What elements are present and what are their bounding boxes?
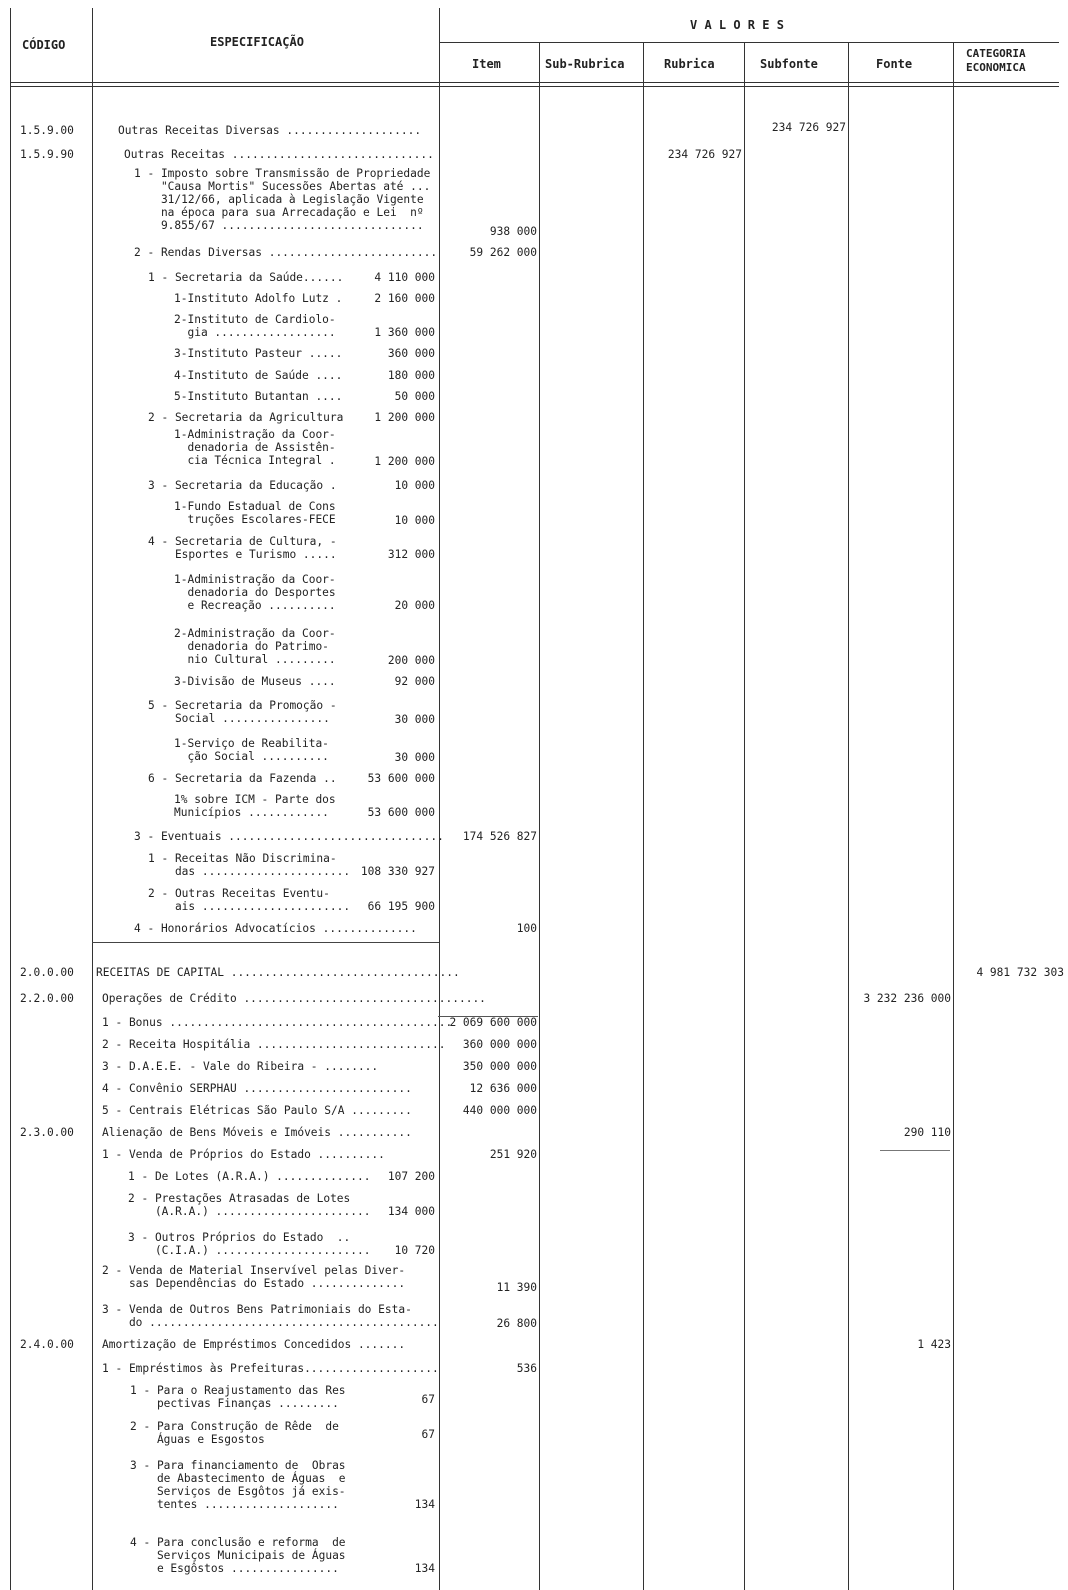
fonte-value: 3 232 236 000	[863, 992, 951, 1005]
header-codigo: CÓDIGO	[22, 38, 66, 52]
sub-amount: 10 720	[394, 1244, 435, 1257]
column-rule-subfonte	[848, 42, 849, 1590]
row-text: 1-Administração da Coor- denadoria do Desportes e Recreação ..........	[174, 573, 336, 612]
item-value: 440 000 000	[462, 1104, 537, 1117]
rubrica-value: 234 726 927	[667, 148, 742, 161]
amount-rule	[438, 1016, 538, 1017]
column-rule-item	[539, 42, 540, 1590]
row-code: 1.5.9.00	[20, 124, 74, 137]
column-rule-left	[10, 8, 11, 1590]
sub-amount: 360 000	[387, 347, 435, 360]
header-economica: ECONOMICA	[966, 61, 1026, 74]
sub-amount: 53 600 000	[367, 806, 435, 819]
header-categoria: CATEGORIA	[966, 47, 1026, 60]
header-rule-bottom-1	[10, 82, 1059, 83]
row-text: 1% sobre ICM - Parte dos Municípios ............	[174, 793, 336, 819]
sub-amount: 50 000	[394, 390, 435, 403]
header-subfonte: Subfonte	[760, 57, 818, 71]
row-text: 3-Divisão de Museus ....	[174, 675, 336, 688]
column-rule-rubrica	[744, 42, 745, 1590]
header-rule-bottom-2	[10, 86, 1059, 87]
header-valores: V A L O R E S	[690, 18, 784, 32]
sub-amount: 67	[421, 1393, 435, 1406]
sub-amount: 312 000	[387, 548, 435, 561]
subfonte-value: 234 726 927	[771, 121, 846, 134]
row-text: Amortização de Empréstimos Concedidos .......	[102, 1338, 406, 1351]
item-value: 12 636 000	[469, 1082, 537, 1095]
sub-amount: 108 330 927	[360, 865, 435, 878]
row-text: 1 - Venda de Próprios do Estado ..........	[102, 1148, 385, 1161]
row-text: 2 - Outras Receitas Eventu- ais ......................	[148, 887, 351, 913]
row-text: 1 - Secretaria da Saúde......	[148, 271, 344, 284]
row-code: 2.3.0.00	[20, 1126, 74, 1139]
sub-amount: 66 195 900	[367, 900, 435, 913]
row-text: 2 - Receita Hospitália ............................	[102, 1038, 446, 1051]
sub-amount: 134 000	[387, 1205, 435, 1218]
header-sub-rubrica: Sub-Rubrica	[545, 57, 625, 71]
row-text: 2-Instituto de Cardiolo- gia ..................	[174, 313, 336, 339]
column-rule-fonte	[953, 42, 954, 1590]
row-text: 4-Instituto de Saúde ....	[174, 369, 343, 382]
sub-amount: 30 000	[394, 713, 435, 726]
row-text: Outras Receitas ..............................	[124, 148, 434, 161]
item-value: 360 000 000	[462, 1038, 537, 1051]
row-text: 1-Administração da Coor- denadoria de Assistên- cia Técnica Integral .	[174, 428, 336, 467]
row-text: Operações de Crédito ....................................	[102, 992, 486, 1005]
sub-amount: 92 000	[394, 675, 435, 688]
row-text: 1 - Receitas Não Discrimina- das ......................	[148, 852, 351, 878]
column-rule-subrubrica	[643, 42, 644, 1590]
item-value: 26 800	[496, 1317, 537, 1330]
row-code: 2.4.0.00	[20, 1338, 74, 1351]
sub-amount: 180 000	[387, 369, 435, 382]
row-text: 5 - Secretaria da Promoção - Social ................	[148, 699, 337, 725]
row-text: Outras Receitas Diversas ....................	[118, 124, 422, 137]
row-text: 2 - Prestações Atrasadas de Lotes (A.R.A.) .......................	[128, 1192, 371, 1218]
row-code: 2.0.0.00	[20, 966, 74, 979]
amount-rule	[880, 1150, 950, 1151]
row-text: 4 - Para conclusão e reforma de Serviços Municipais de Águas e Esgôstos ................	[130, 1536, 346, 1575]
row-text: 1 - Empréstimos às Prefeituras....................	[102, 1362, 439, 1375]
item-value: 59 262 000	[469, 246, 537, 259]
header-rubrica: Rubrica	[664, 57, 715, 71]
fonte-value: 1 423	[917, 1338, 951, 1351]
header-especificacao: ESPECIFICAÇÃO	[210, 35, 304, 49]
row-code: 2.2.0.00	[20, 992, 74, 1005]
row-text: 6 - Secretaria da Fazenda ..	[148, 772, 337, 785]
sub-amount: 20 000	[394, 599, 435, 612]
row-text: 1-Instituto Adolfo Lutz .	[174, 292, 343, 305]
row-text: 2-Administração da Coor- denadoria do Patrimo- nio Cultural .........	[174, 627, 336, 666]
column-rule-especificacao	[439, 8, 440, 1590]
row-text: 4 - Honorários Advocatícios ..............	[134, 922, 417, 935]
sub-amount: 1 200 000	[374, 455, 435, 468]
fonte-value: 290 110	[903, 1126, 951, 1139]
sub-amount: 53 600 000	[367, 772, 435, 785]
row-text: 1-Serviço de Reabilita- ção Social ..........	[174, 737, 329, 763]
row-text: 2 - Rendas Diversas .........................	[134, 246, 438, 259]
header-fonte: Fonte	[876, 57, 913, 71]
row-text: 2 - Secretaria da Agricultura	[148, 411, 344, 424]
item-value: 536	[516, 1362, 537, 1375]
row-text: 4 - Secretaria de Cultura, - Esportes e Turismo .....	[148, 535, 337, 561]
sub-amount: 107 200	[387, 1170, 435, 1183]
row-text: 5 - Centrais Elétricas São Paulo S/A .........	[102, 1104, 412, 1117]
row-text: 3 - Venda de Outros Bens Patrimoniais do Esta- do ...........................................	[102, 1303, 439, 1329]
sub-amount: 1 200 000	[374, 411, 435, 424]
row-text: 3-Instituto Pasteur .....	[174, 347, 343, 360]
row-text: 1 - Bonus ..........................................	[102, 1016, 453, 1029]
sub-amount: 67	[421, 1428, 435, 1441]
row-text: 2 - Venda de Material Inservível pelas Diver- sas Dependências do Estado ..............	[102, 1264, 406, 1290]
sub-amount: 30 000	[394, 751, 435, 764]
row-text: 1 - De Lotes (A.R.A.) ..............	[128, 1170, 371, 1183]
row-text: 5-Instituto Butantan ....	[174, 390, 343, 403]
row-text: 3 - Outros Próprios do Estado .. (C.I.A.) .......................	[128, 1231, 371, 1257]
section-divider	[92, 942, 439, 943]
row-text: 1 - Para o Reajustamento das Res pectivas Finanças .........	[130, 1384, 346, 1410]
row-text: 3 - Eventuais ................................	[134, 830, 444, 843]
row-text: 4 - Convênio SERPHAU .........................	[102, 1082, 412, 1095]
row-text: 3 - Para financiamento de Obras de Abastecimento de Águas e Serviços de Esgôtos já exis- tentes ....................	[130, 1459, 346, 1511]
sub-amount: 1 360 000	[374, 326, 435, 339]
sub-amount: 134	[414, 1498, 435, 1511]
categoria-value: 4 981 732 303	[976, 966, 1064, 979]
item-value: 938 000	[489, 225, 537, 238]
header-item: Item	[472, 57, 501, 71]
row-text: 2 - Para Construção de Rêde de Águas e Esgostos	[130, 1420, 339, 1446]
row-text: Alienação de Bens Móveis e Imóveis ...........	[102, 1126, 412, 1139]
header-rule-valores	[439, 42, 1059, 43]
sub-amount: 2 160 000	[374, 292, 435, 305]
sub-amount: 10 000	[394, 479, 435, 492]
row-text: 1-Fundo Estadual de Cons truções Escolares-FECE	[174, 500, 336, 526]
sub-amount: 10 000	[394, 514, 435, 527]
item-value: 174 526 827	[462, 830, 537, 843]
row-text: RECEITAS DE CAPITAL ..................................	[96, 966, 460, 979]
row-text: 3 - D.A.E.E. - Vale do Ribeira - ........	[102, 1060, 379, 1073]
sub-amount: 200 000	[387, 654, 435, 667]
item-value: 350 000 000	[462, 1060, 537, 1073]
item-value: 11 390	[496, 1281, 537, 1294]
item-value: 100	[516, 922, 537, 935]
row-text: 3 - Secretaria da Educação .	[148, 479, 337, 492]
column-rule-codigo	[92, 8, 93, 1590]
row-text: 1 - Imposto sobre Transmissão de Propriedade "Causa Mortis" Sucessões Abertas até ... 31/12/66, aplicada à Legislação Vigente na época para sua Arrecadação e Lei nº 9.855/67 ..............................	[134, 167, 431, 232]
row-code: 1.5.9.90	[20, 148, 74, 161]
sub-amount: 134	[414, 1562, 435, 1575]
item-value: 2 069 600 000	[449, 1016, 537, 1029]
item-value: 251 920	[489, 1148, 537, 1161]
sub-amount: 4 110 000	[374, 271, 435, 284]
